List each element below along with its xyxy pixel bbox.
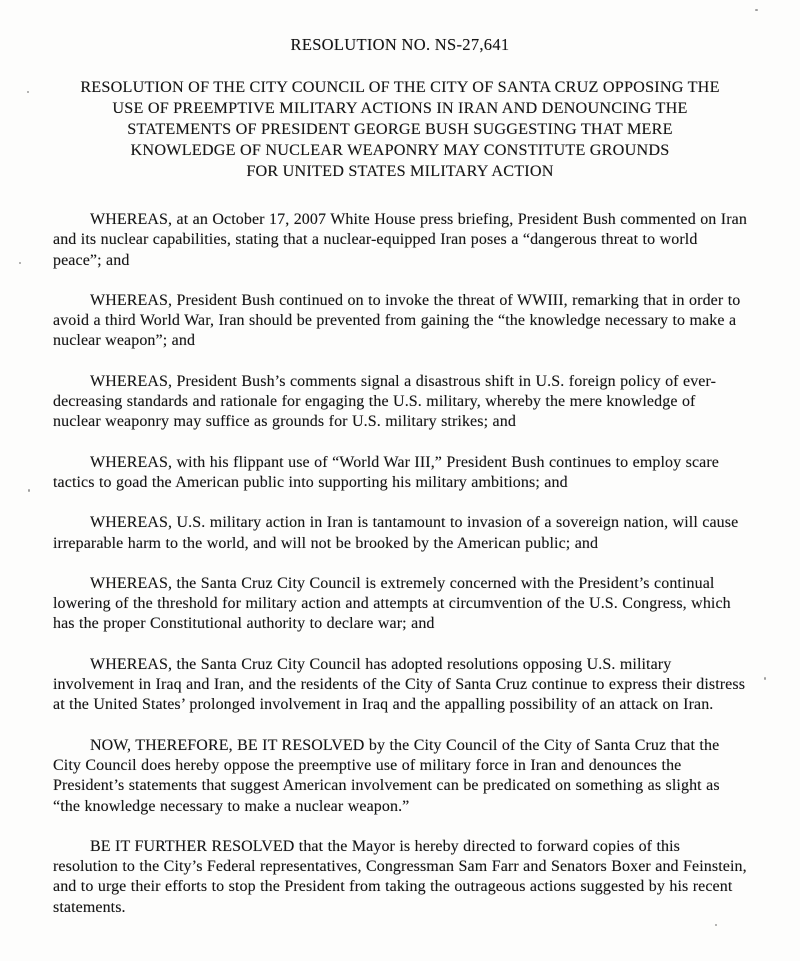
scan-speck (715, 924, 717, 926)
scan-speck (764, 677, 766, 680)
paragraph-whereas-4: WHEREAS, with his flippant use of “World War III,” President Bush continues to employ scare tactics to goad the American public into supporting his military ambitions; and (53, 453, 719, 491)
heading-line: FOR UNITED STATES MILITARY ACTION (246, 162, 554, 180)
scan-speck (27, 91, 29, 93)
scan-speck (28, 489, 30, 492)
scan-speck (755, 9, 758, 11)
paragraph-whereas-7: WHEREAS, the Santa Cruz City Council has adopted resolutions opposing U.S. military involvement in Iraq and Iran, and the residents of the City of Santa Cruz continue to express their distress at the United States’ prolonged involvement in Iraq and the appalling possibility of an attack on Iran. (53, 655, 746, 714)
paragraph-whereas-1: WHEREAS, at an October 17, 2007 White House press briefing, President Bush commented on Iran and its nuclear capabilities, stating that a nuclear-equipped Iran poses a “dangerous threat to world peace”; and (53, 211, 747, 269)
paragraph-whereas-3: WHEREAS, President Bush’s comments signal a disastrous shift in U.S. foreign policy of ever-decreasing standards and rationale for engaging the U.S. military, whereby the mere knowledge of nuclear weaponry may suffice as grounds for U.S. military strikes; and (53, 372, 717, 431)
paragraph-whereas-2: WHEREAS, President Bush continued on to invoke the threat of WWIII, remarking that in order to avoid a third World War, Iran should be prevented from gaining the “the knowledge necessary to make a nuclear weapon”; and (53, 291, 741, 350)
resolution-heading (53, 77, 747, 182)
heading-line: KNOWLEDGE OF NUCLEAR WEAPONRY MAY CONSTITUTE GROUNDS (130, 141, 670, 159)
heading-line: STATEMENTS OF PRESIDENT GEORGE BUSH SUGGESTING THAT MERE (127, 120, 673, 138)
resolution-number-title: RESOLUTION NO. NS-27,641 (290, 35, 510, 54)
heading-line: USE OF PREEMPTIVE MILITARY ACTIONS IN IRAN AND DENOUNCING THE (112, 99, 688, 117)
paragraph-whereas-6: WHEREAS, the Santa Cruz City Council is extremely concerned with the President’s continual lowering of the threshold for military action and attempts at circumvention of the U.S. Congress, which has the proper Constitutional authority to declare war; and (53, 574, 731, 633)
resolution-body (53, 210, 747, 918)
heading-line: RESOLUTION OF THE CITY COUNCIL OF THE CITY OF SANTA CRUZ OPPOSING THE (80, 78, 720, 96)
paragraph-be-it-further-resolved: BE IT FURTHER RESOLVED that the Mayor is hereby directed to forward copies of this resolution to the City’s Federal representatives, Congressman Sam Farr and Senators Boxer and Feinstein, and to urge their efforts to stop the President from taking the outrageous actions suggested by his recent statements. (53, 837, 747, 916)
scan-speck (19, 262, 21, 264)
paragraph-whereas-5: WHEREAS, U.S. military action in Iran is tantamount to invasion of a sovereign nation, will cause irreparable harm to the world, and will not be brooked by the American public; and (53, 514, 739, 552)
paragraph-now-therefore: NOW, THEREFORE, BE IT RESOLVED by the City Council of the City of Santa Cruz that the City Council does hereby oppose the preemptive use of military force in Iran and denounces the President’s statements that suggest American involvement can be predicated on something as slight as “the knowledge necessary to make a nuclear weapon.” (53, 736, 720, 815)
